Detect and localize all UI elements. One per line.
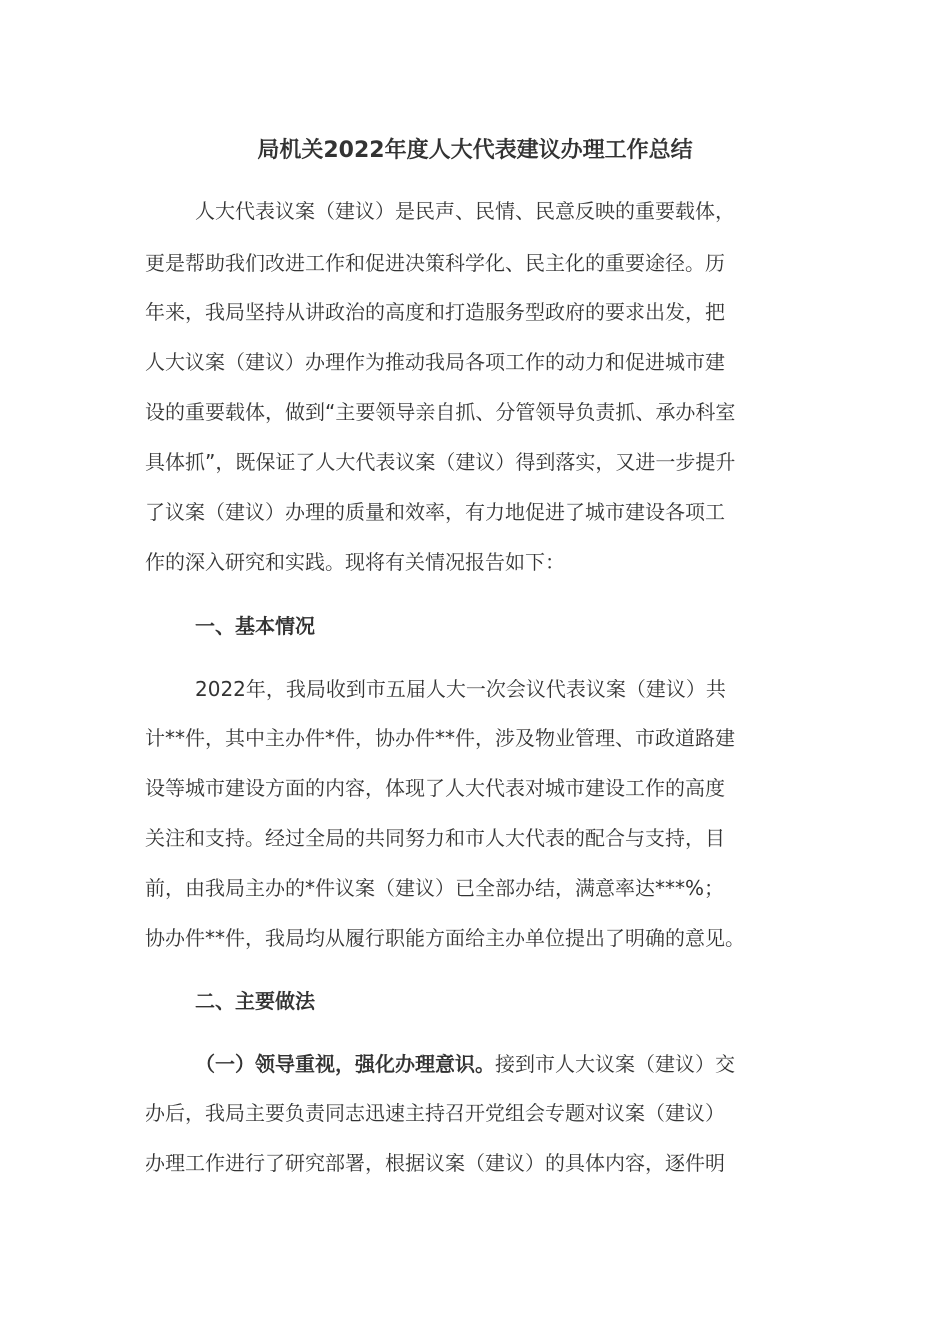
paragraph-line: 人大议案（建议）办理作为推动我局各项工作的动力和促进城市建 <box>145 350 725 374</box>
paragraph-line: 关注和支持。经过全局的共同努力和市人大代表的配合与支持，目 <box>145 826 725 850</box>
paragraph-text: 接到市人大议案（建议）交 <box>495 1052 735 1076</box>
paragraph-line: 人大代表议案（建议）是民声、民情、民意反映的重要载体， <box>195 199 735 223</box>
paragraph-line: 设等城市建设方面的内容，体现了人大代表对城市建设工作的高度 <box>145 776 725 800</box>
paragraph-line: 作的深入研究和实践。现将有关情况报告如下： <box>145 550 565 574</box>
paragraph-line: 年来，我局坚持从讲政治的高度和打造服务型政府的要求出发，把 <box>145 300 725 324</box>
paragraph-line: 更是帮助我们改进工作和促进决策科学化、民主化的重要途径。历 <box>145 251 725 275</box>
document-title: 局机关2022年度人大代表建议办理工作总结 <box>257 138 693 163</box>
paragraph-line: 具体抓”，既保证了人大代表议案（建议）得到落实，又进一步提升 <box>145 450 736 474</box>
section-heading-practices: 二、主要做法 <box>195 989 315 1013</box>
paragraph-line: 计**件，其中主办件*件，协办件**件，涉及物业管理、市政道路建 <box>145 726 735 750</box>
paragraph-line: 办理工作进行了研究部署，根据议案（建议）的具体内容，逐件明 <box>145 1151 725 1175</box>
paragraph-line: 了议案（建议）办理的质量和效率，有力地促进了城市建设各项工 <box>145 500 725 524</box>
paragraph-line: 前，由我局主办的*件议案（建议）已全部办结，满意率达***%； <box>145 876 725 900</box>
paragraph-line: 协办件**件，我局均从履行职能方面给主办单位提出了明确的意见。 <box>145 926 745 950</box>
paragraph-line: 办后，我局主要负责同志迅速主持召开党组会专题对议案（建议） <box>145 1101 725 1125</box>
paragraph-line: 设的重要载体，做到“主要领导亲自抓、分管领导负责抓、承办科室 <box>145 400 736 424</box>
paragraph-line <box>195 1049 865 1079</box>
subheading-leadership: （一）领导重视，强化办理意识。 <box>195 1052 495 1076</box>
paragraph-line: 2022年，我局收到市五届人大一次会议代表议案（建议）共 <box>195 677 726 701</box>
section-heading-basic: 一、基本情况 <box>195 614 315 638</box>
